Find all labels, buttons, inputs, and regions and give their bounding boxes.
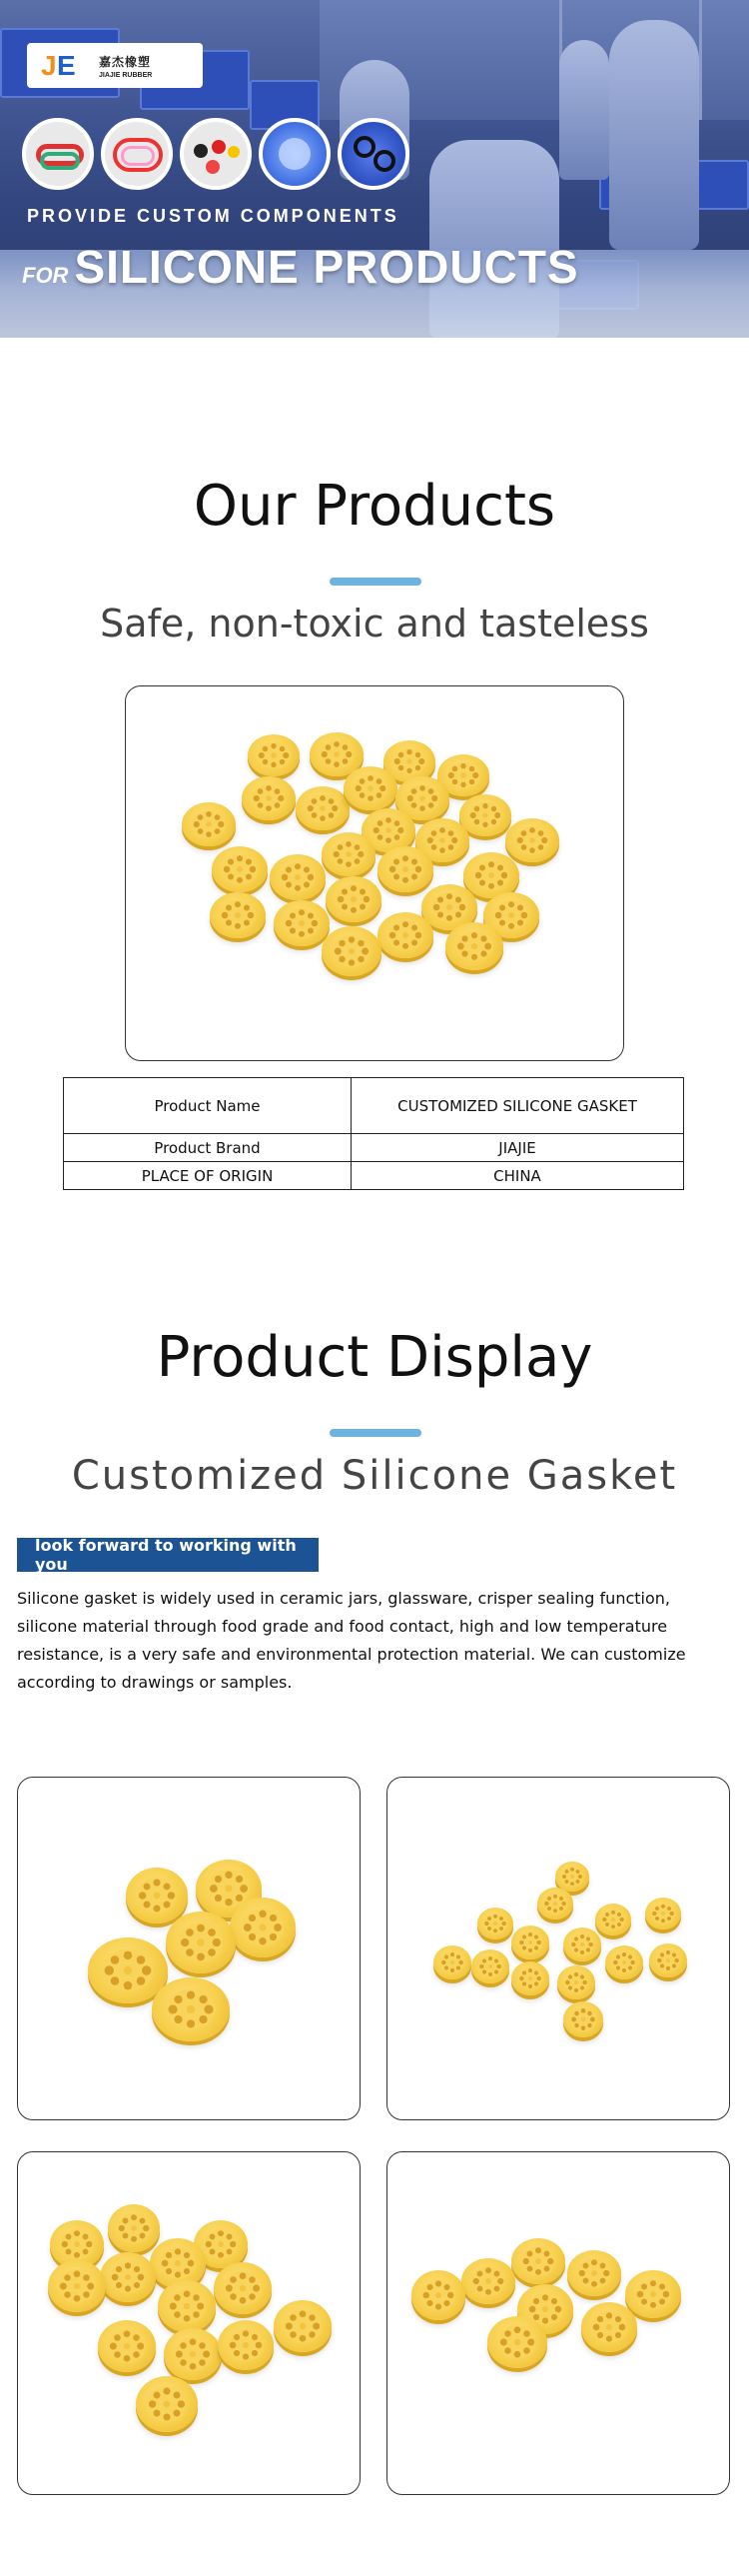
banner-headline — [22, 240, 579, 294]
gallery-image — [386, 2151, 730, 2495]
banner-worker — [559, 40, 609, 180]
product-description: Silicone gasket is widely used in ceramic jars, glassware, crisper sealing function, silicone material through food grade and food contact, high and low temperature resistance, is a very safe and environmental protection material. We can customize according to drawings or samples. — [17, 1589, 686, 1692]
banner-tagline: PROVIDE CUSTOM COMPONENTS — [27, 206, 399, 226]
main-product-image — [125, 685, 624, 1061]
our-products-title: Our Products — [193, 474, 556, 539]
silicone-rings-thumbnail — [338, 118, 409, 190]
je-logo-icon: J E — [41, 49, 76, 81]
spec-key: PLACE OF ORIGIN — [64, 1162, 352, 1190]
rubber-strips-thumbnail — [22, 118, 94, 190]
table-row — [64, 1162, 684, 1190]
headline-text: SILICONE PRODUCTS — [74, 241, 579, 293]
product-spec-table — [63, 1077, 684, 1190]
our-products-subtitle: Safe, non-toxic and tasteless — [100, 602, 649, 645]
table-row — [64, 1134, 684, 1162]
spec-value: CUSTOMIZED SILICONE GASKET — [352, 1078, 684, 1134]
company-logo[interactable] — [27, 43, 203, 88]
spec-value: CHINA — [352, 1162, 684, 1190]
product-display-title: Product Display — [156, 1325, 593, 1390]
logo-chinese-name: 嘉杰橡塑 — [99, 54, 152, 69]
logo-english-name: JIAJIE RUBBER — [99, 71, 153, 79]
product-thumbnail-row — [22, 118, 416, 190]
spec-value: JIAJIE — [352, 1134, 684, 1162]
hero-banner — [0, 0, 749, 338]
gallery-image — [17, 1777, 361, 2120]
banner-wall-line — [699, 0, 702, 120]
spec-key: Product Brand — [64, 1134, 352, 1162]
table-row — [64, 1078, 684, 1134]
gallery-image — [17, 2151, 361, 2495]
headline-prefix: FOR — [22, 263, 69, 288]
section-accent-bar — [330, 578, 421, 586]
banner-worker — [609, 20, 699, 250]
silicone-tubes-thumbnail — [101, 118, 173, 190]
spec-key: Product Name — [64, 1078, 352, 1134]
blue-silicone-thumbnail — [259, 118, 331, 190]
section-accent-bar — [330, 1429, 421, 1437]
rubber-parts-thumbnail — [180, 118, 252, 190]
gallery-image — [386, 1777, 730, 2120]
product-display-subtitle: Customized Silicone Gasket — [71, 1453, 678, 1499]
cta-pill: look forward to working with you — [17, 1538, 319, 1572]
